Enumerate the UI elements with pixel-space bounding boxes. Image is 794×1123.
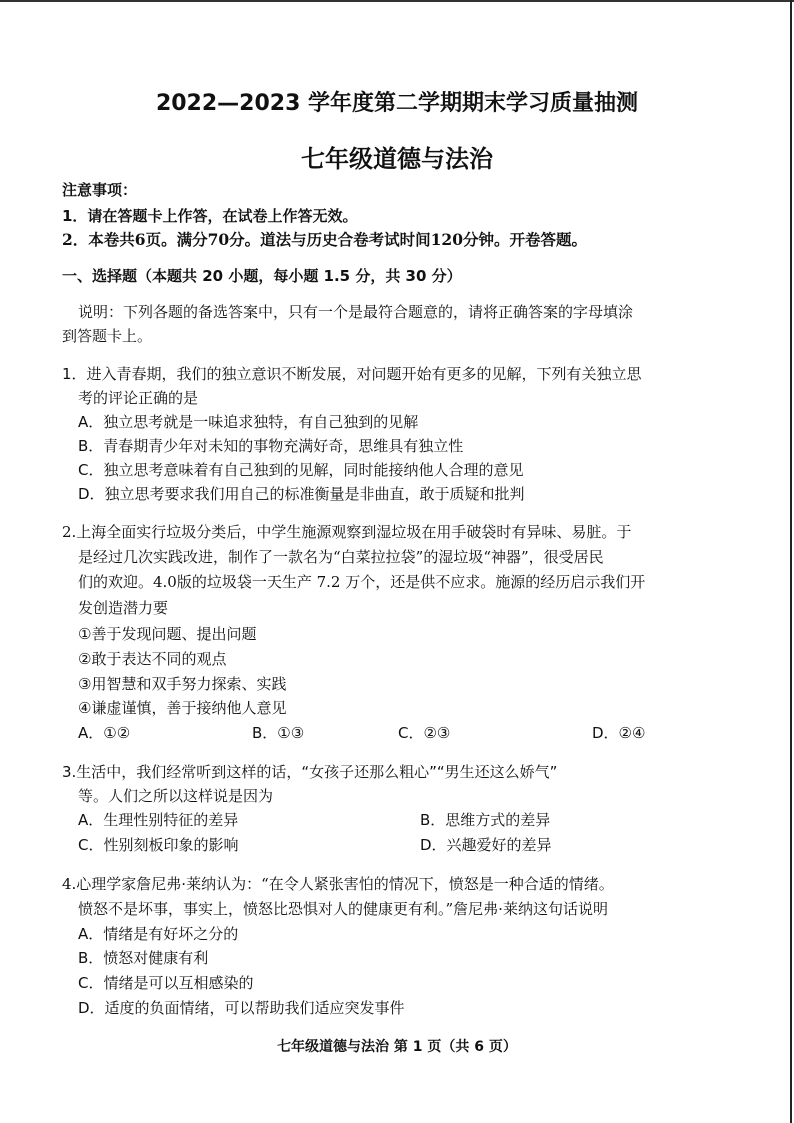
question-2-stem: 是经过几次实践改进，制作了一款名为“白菜拉拉袋”的湿垃圾“神器”，很受居民 (78, 548, 604, 566)
question-4-stem: 4.心理学家詹尼弗·莱纳认为：“在令人紧张害怕的情况下，愤怒是一种合适的情绪。 (62, 875, 614, 893)
question-2-item: ④谦虚谨慎，善于接纳他人意见 (78, 699, 287, 717)
question-1-option-a: A．独立思考就是一味追求独特，有自己独到的见解 (78, 413, 419, 431)
question-2-item: ①善于发现问题、提出问题 (78, 625, 257, 643)
question-2-stem: 们的欢迎。4.0版的垃圾袋一天生产 7.2 万个，还是供不应求。施源的经历启示我们开 (78, 573, 646, 591)
question-3-option-a: A．生理性别特征的差异 (78, 811, 239, 829)
question-4-option-b: B．愤怒对健康有利 (78, 949, 209, 967)
question-4-option-d: D．适度的负面情绪，可以帮助我们适应突发事件 (78, 999, 405, 1017)
question-2-stem: 发创造潜力要 (78, 599, 169, 617)
question-2-stem: 2.上海全面实行垃圾分类后，中学生施源观察到湿垃圾在用手破袋时有异味、易脏。于 (62, 523, 632, 541)
question-2-option-d: D．②④ (592, 724, 646, 742)
scan-edge-top (0, 0, 794, 2)
question-2-item: ②敢于表达不同的观点 (78, 650, 227, 668)
notice-heading: 注意事项： (62, 181, 138, 199)
page-footer: 七年级道德与法治 第 1 页（共 6 页） (277, 1039, 517, 1055)
question-1-stem: 1．进入青春期，我们的独立意识不断发展，对问题开始有更多的见解，下列有关独立思 (62, 365, 642, 383)
question-1-stem: 考的评论正确的是 (78, 389, 199, 407)
exam-subject: 七年级道德与法治 (301, 145, 493, 173)
question-1-option-c: C．独立思考意味着有自己独到的见解，同时能接纳他人合理的意见 (78, 461, 524, 479)
question-4-option-a: A．情绪是有好坏之分的 (78, 925, 239, 943)
question-3-option-c: C．性别刻板印象的影响 (78, 836, 239, 854)
section-heading: 一、选择题（本题共 20 小题，每小题 1.5 分，共 30 分） (62, 267, 462, 285)
question-4-option-c: C．情绪是可以互相感染的 (78, 974, 254, 992)
question-2-item: ③用智慧和双手努力探索、实践 (78, 675, 287, 693)
question-1-option-d: D．独立思考要求我们用自己的标准衡量是非曲直，敢于质疑和批判 (78, 485, 525, 503)
section-instruction: 到答题卡上。 (62, 327, 153, 345)
notice-item: 2．本卷共6页。满分70分。道法与历史合卷考试时间120分钟。开卷答题。 (62, 230, 587, 249)
question-2-option-c: C．②③ (398, 724, 451, 742)
question-3-option-b: B．思维方式的差异 (420, 811, 551, 829)
notice-item: 1．请在答题卡上作答，在试卷上作答无效。 (62, 207, 358, 225)
question-3-option-d: D．兴趣爱好的差异 (420, 836, 552, 854)
question-4-stem: 愤怒不是坏事，事实上，愤怒比恐惧对人的健康更有利。”詹尼弗·莱纳这句话说明 (78, 900, 608, 918)
question-3-stem: 3.生活中，我们经常听到这样的话，“女孩子还那么粗心”“男生还这么娇气” (62, 763, 558, 781)
question-2-option-b: B．①③ (252, 724, 305, 742)
question-1-option-b: B．青春期青少年对未知的事物充满好奇，思维具有独立性 (78, 437, 464, 455)
question-3-stem: 等。人们之所以这样说是因为 (78, 787, 274, 805)
section-instruction: 说明：下列各题的备选答案中，只有一个是最符合题意的，请将正确答案的字母填涂 (78, 303, 634, 321)
question-2-option-a: A．①② (78, 724, 131, 742)
exam-title: 2022—2023 学年度第二学期期末学习质量抽测 (155, 91, 639, 116)
